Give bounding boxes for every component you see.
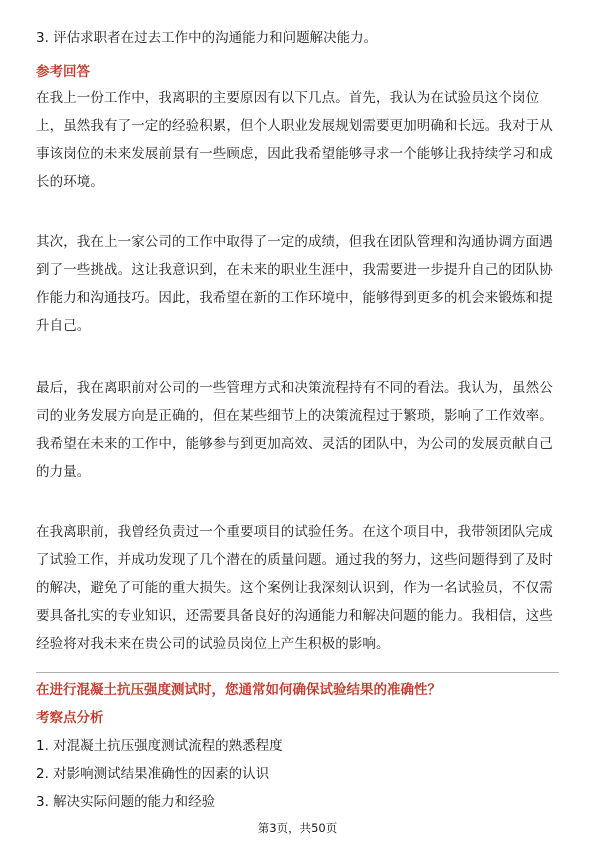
answer-paragraph-3: 最后，我在离职前对公司的一些管理方式和决策流程持有不同的看法。我认为，虽然公司的业务发展方向是正确的，但在某些细节上的决策流程过于繁琐，影响了工作效率。我希望在未来的工作中，能够参与到更加高效、灵活的团队中，为公司的发展贡献自己的力量。 bbox=[36, 380, 553, 480]
analysis-item-1: 1. 对混凝土抗压强度测试流程的熟悉程度 bbox=[36, 738, 283, 754]
answer-paragraph-4: 在我离职前，我曾经负责过一个重要项目的试验任务。在这个项目中，我带领团队完成了试验工作，并成功发现了几个潜在的质量问题。通过我的努力，这些问题得到了及时的解决，避免了可能的重大损失。这个案例让我深刻认识到，作为一名试验员，不仅需要具备扎实的专业知识，还需要具备良好的沟通能力和解决问题的能力。我相信，这些经验将对我未来在贵公司的试验员岗位上产生积极的影响。 bbox=[36, 524, 553, 652]
answer-paragraph-2: 其次，我在上一家公司的工作中取得了一定的成绩，但我在团队管理和沟通协调方面遇到了一些挑战。这让我意识到，在未来的职业生涯中，我需要进一步提升自己的团队协作能力和沟通技巧。因此，我希望在新的工作环境中，能够得到更多的机会来锻炼和提升自己。 bbox=[36, 234, 553, 334]
answer-paragraph-1: 在我上一份工作中，我离职的主要原因有以下几点。首先，我认为在试验员这个岗位上，虽然我有了一定的经验积累，但个人职业发展规划需要更加明确和长远。我对于从事该岗位的未来发展前景有一些顾虑，因此我希望能够寻求一个能够让我持续学习和成长的环境。 bbox=[36, 90, 553, 190]
answer-heading: 参考回答 bbox=[36, 64, 90, 80]
analysis-heading: 考察点分析 bbox=[36, 710, 104, 726]
analysis-item-3: 3. 解决实际问题的能力和经验 bbox=[36, 794, 216, 810]
question-heading: 在进行混凝土抗压强度测试时，您通常如何确保试验结果的准确性？ bbox=[36, 682, 441, 698]
evaluation-point-3: 3. 评估求职者在过去工作中的沟通能力和问题解决能力。 bbox=[36, 30, 378, 46]
section-divider bbox=[36, 672, 559, 673]
analysis-item-2: 2. 对影响测试结果准确性的因素的认识 bbox=[36, 766, 270, 782]
page-number-footer: 第3页，共50页 bbox=[257, 821, 338, 835]
